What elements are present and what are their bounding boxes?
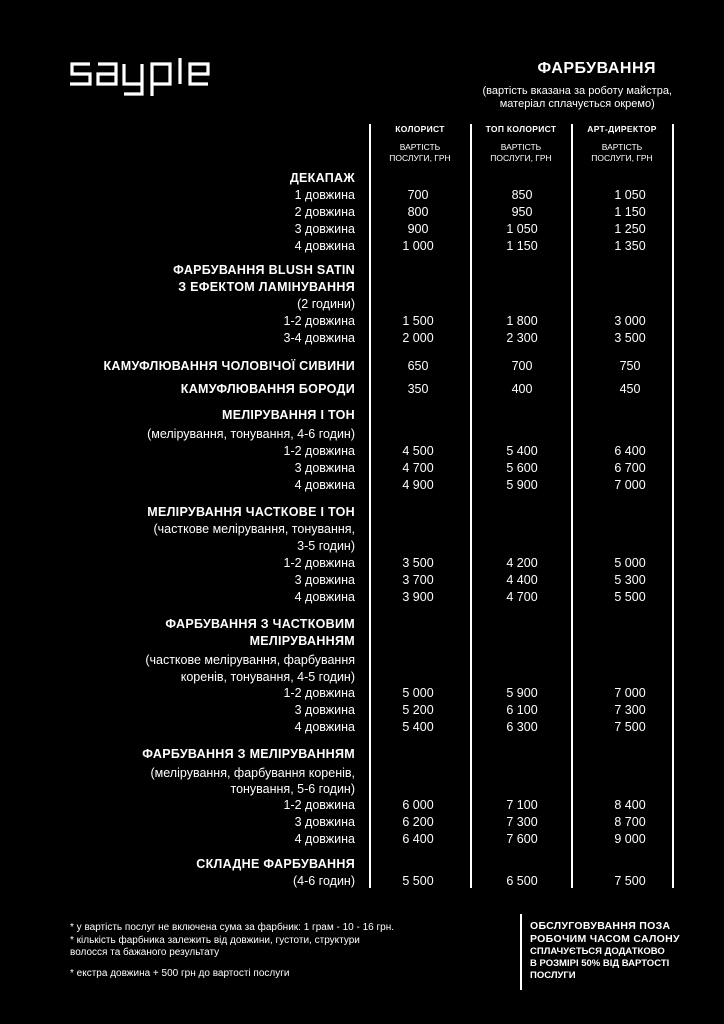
side-note: ОБСЛУГОВУВАННЯ ПОЗА РОБОЧИМ ЧАСОМ САЛОНУ СПЛАЧУЄТЬСЯ ДОДАТКОВО В РОЗМІРІ 50% ВІД ВАРТОСТІ ПОСЛУГИ [530, 920, 680, 981]
price: 6 500 [506, 874, 538, 888]
price: 4 200 [506, 556, 538, 570]
column-header-top-colorist: ТОП КОЛОРИСТ [485, 124, 557, 134]
row-label: 4 довжина [294, 720, 355, 734]
service-title: ФАРБУВАННЯ З ЧАСТКОВИМ [165, 617, 355, 631]
price: 6 700 [614, 461, 646, 475]
column-header-colorist: КОЛОРИСТ [395, 124, 445, 134]
row-label: 3 довжина [294, 703, 355, 717]
row-label: 3 довжина [294, 461, 355, 475]
price: 1 150 [614, 205, 646, 219]
service-title: МЕЛІРУВАННЯ ЧАСТКОВЕ І ТОН [147, 505, 355, 519]
service-note: тонування, 5-6 годин) [230, 782, 355, 796]
column-divider [470, 124, 472, 888]
price: 950 [511, 205, 533, 219]
row-label: 4 довжина [294, 478, 355, 492]
price: 650 [407, 359, 429, 373]
side-note-divider [520, 914, 522, 990]
service-note: коренів, тонування, 4-5 годин) [180, 670, 355, 684]
price: 3 700 [402, 573, 434, 587]
row-label: 1-2 довжина [283, 314, 355, 328]
service-note: (2 години) [297, 297, 355, 311]
row-label: 1-2 довжина [283, 686, 355, 700]
service-title: МЕЛІРУВАННЯМ [249, 634, 355, 648]
column-subheader: ВАРТІСТЬ ПОСЛУГИ, ГРН [591, 142, 653, 163]
page-subtitle: (вартість вказана за роботу майстра, матеріал сплачується окремо) [482, 85, 672, 110]
page-title: ФАРБУВАННЯ [537, 60, 656, 77]
price: 7 500 [614, 874, 646, 888]
sayple-logo [68, 56, 248, 100]
price: 5 000 [614, 556, 646, 570]
column-subheader: ВАРТІСТЬ ПОСЛУГИ, ГРН [490, 142, 552, 163]
service-title: ФАРБУВАННЯ З МЕЛІРУВАННЯМ [142, 747, 355, 761]
price: 2 300 [506, 331, 538, 345]
price: 1 050 [614, 188, 646, 202]
price: 6 100 [506, 703, 538, 717]
price: 7 300 [614, 703, 646, 717]
price: 900 [407, 222, 429, 236]
service-title: КАМУФЛЮВАННЯ ЧОЛОВІЧОЇ СИВИНИ [103, 359, 355, 373]
price: 6 000 [402, 798, 434, 812]
price: 4 500 [402, 444, 434, 458]
price: 5 400 [506, 444, 538, 458]
service-note: (часткове мелірування, тонування, [153, 522, 355, 536]
column-header-art-director: АРТ-ДИРЕКТОР [587, 124, 657, 134]
price: 1 250 [614, 222, 646, 236]
price: 5 500 [402, 874, 434, 888]
service-title: ФАРБУВАННЯ BLUSH SATIN [173, 263, 355, 277]
row-label: 1 довжина [294, 188, 355, 202]
price: 7 000 [614, 686, 646, 700]
price: 3 500 [614, 331, 646, 345]
price: 8 400 [614, 798, 646, 812]
price: 4 400 [506, 573, 538, 587]
footnote: * у вартість послуг не включена сума за фарбник: 1 грам - 10 - 16 грн. [70, 922, 395, 933]
price: 4 900 [402, 478, 434, 492]
price: 750 [619, 359, 641, 373]
price: 3 000 [614, 314, 646, 328]
price: 5 000 [402, 686, 434, 700]
service-note: (4-6 годин) [292, 874, 355, 888]
price: 1 800 [506, 314, 538, 328]
service-title: КАМУФЛЮВАННЯ БОРОДИ [180, 382, 355, 396]
price: 400 [511, 382, 533, 396]
row-label: 4 довжина [294, 590, 355, 604]
price: 850 [511, 188, 533, 202]
price: 7 000 [614, 478, 646, 492]
footnote: * екстра довжина + 500 грн до вартості послуги [70, 967, 290, 979]
row-label: 4 довжина [294, 239, 355, 253]
price: 3 500 [402, 556, 434, 570]
price: 5 300 [614, 573, 646, 587]
service-note: (часткове мелірування, фарбування [145, 653, 355, 667]
price: 6 400 [614, 444, 646, 458]
row-label: 3-4 довжина [283, 331, 355, 345]
price: 5 900 [506, 686, 538, 700]
row-label: 3 довжина [294, 815, 355, 829]
service-note: (мелірування, фарбування коренів, [150, 766, 355, 780]
price: 350 [407, 382, 429, 396]
column-divider [672, 124, 674, 888]
row-label: 3 довжина [294, 573, 355, 587]
row-label: 1-2 довжина [283, 444, 355, 458]
service-title: СКЛАДНЕ ФАРБУВАННЯ [196, 857, 355, 871]
price: 1 350 [614, 239, 646, 253]
price: 2 000 [402, 331, 434, 345]
price: 7 500 [614, 720, 646, 734]
column-divider [369, 124, 371, 888]
price: 5 600 [506, 461, 538, 475]
price: 700 [511, 359, 533, 373]
footnotes [70, 922, 470, 980]
price: 4 700 [506, 590, 538, 604]
row-label: 1-2 довжина [283, 556, 355, 570]
price: 1 000 [402, 239, 434, 253]
service-note: 3-5 годин) [297, 539, 355, 553]
price: 700 [407, 188, 429, 202]
service-title: ДЕКАПАЖ [289, 171, 355, 185]
price: 1 050 [506, 222, 538, 236]
price: 6 400 [402, 832, 434, 846]
row-label: 3 довжина [294, 222, 355, 236]
column-divider [571, 124, 573, 888]
price: 5 400 [402, 720, 434, 734]
footnote: волосся та бажаного результату [70, 947, 220, 958]
price: 7 600 [506, 832, 538, 846]
price: 9 000 [614, 832, 646, 846]
row-label: 4 довжина [294, 832, 355, 846]
price: 3 900 [402, 590, 434, 604]
price: 6 300 [506, 720, 538, 734]
price: 5 200 [402, 703, 434, 717]
price: 7 300 [506, 815, 538, 829]
service-title: МЕЛІРУВАННЯ І ТОН [221, 408, 355, 422]
column-subheader: ВАРТІСТЬ ПОСЛУГИ, ГРН [389, 142, 451, 163]
footnote: * кількість фарбника залежить від довжини, густоти, структури [70, 934, 360, 946]
price: 1 500 [402, 314, 434, 328]
price: 450 [619, 382, 641, 396]
row-label: 2 довжина [294, 205, 355, 219]
price: 5 500 [614, 590, 646, 604]
service-title: З ЕФЕКТОМ ЛАМІНУВАННЯ [178, 280, 355, 294]
price: 8 700 [614, 815, 646, 829]
service-note: (мелірування, тонування, 4-6 годин) [147, 427, 355, 441]
price: 800 [407, 205, 429, 219]
price: 5 900 [506, 478, 538, 492]
price: 1 150 [506, 239, 538, 253]
price: 7 100 [506, 798, 538, 812]
price: 4 700 [402, 461, 434, 475]
row-label: 1-2 довжина [283, 798, 355, 812]
price: 6 200 [402, 815, 434, 829]
